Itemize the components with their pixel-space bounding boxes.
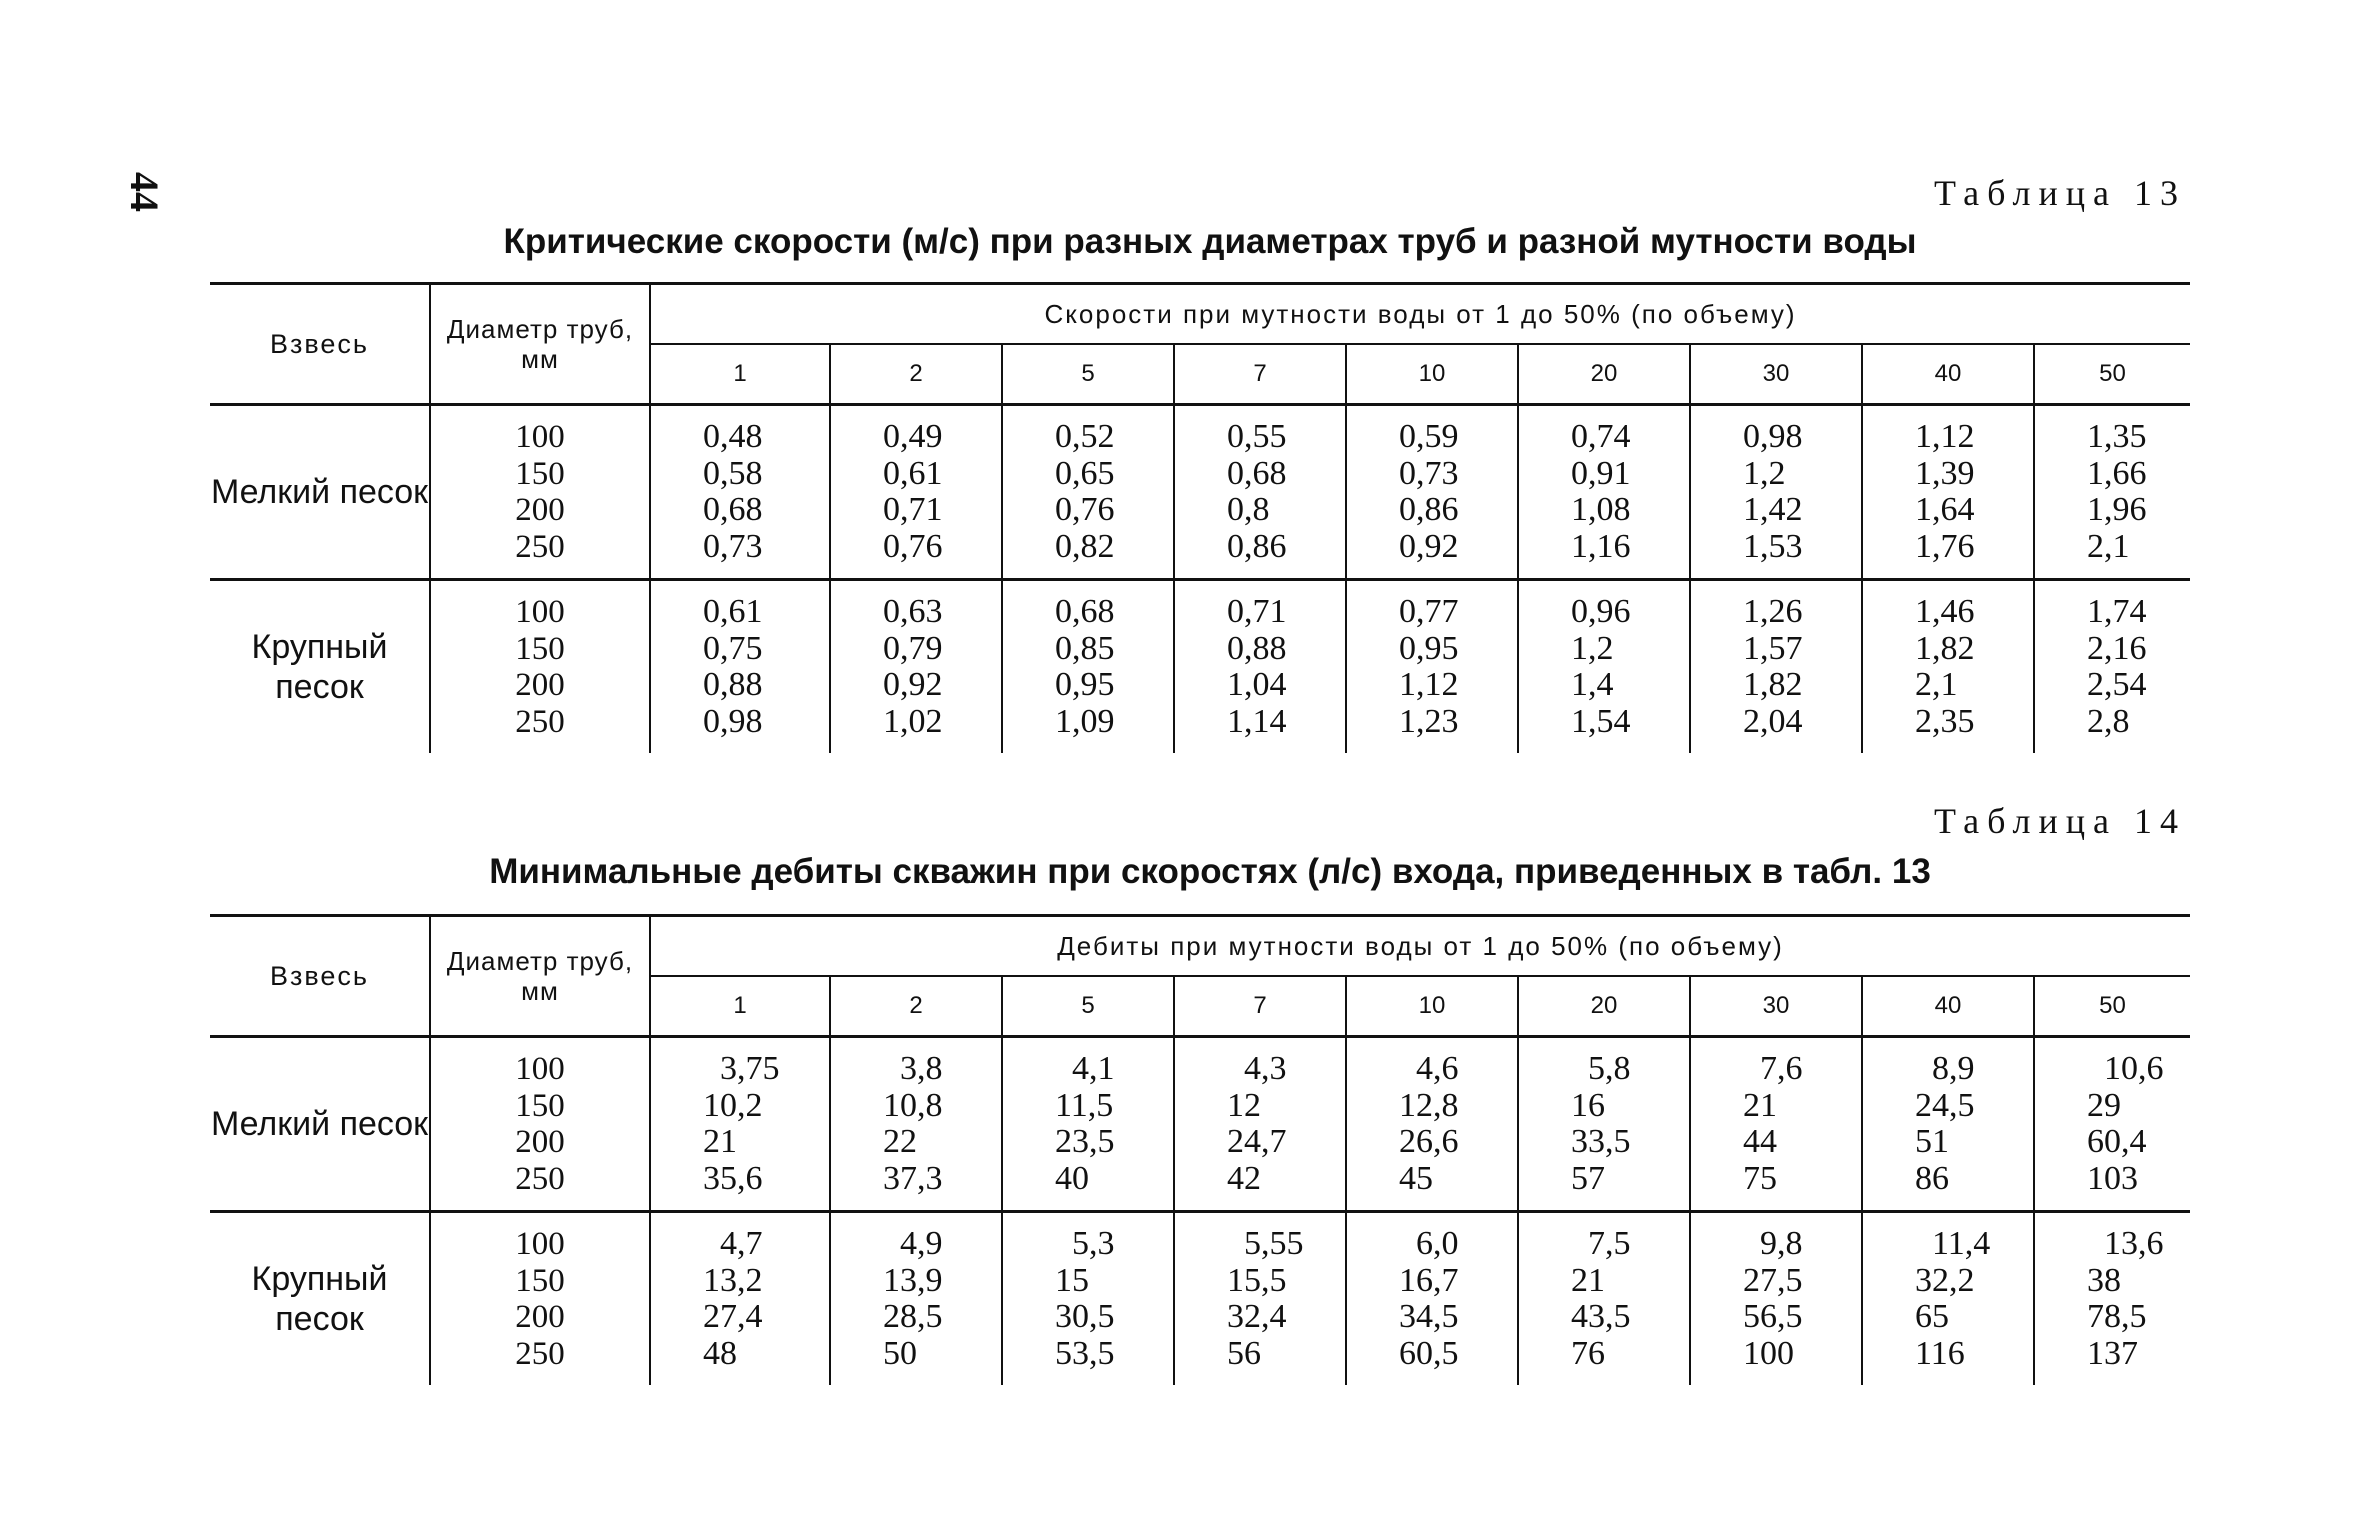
turbidity-col: 7 (1174, 344, 1346, 405)
value-cell: 0,68 0,85 0,95 1,09 (1002, 580, 1174, 754)
value-cell: 0,61 0,75 0,88 0,98 (650, 580, 830, 754)
value-cell: 1,46 1,82 2,1 2,35 (1862, 580, 2034, 754)
value-cell: 5,3 15 30,5 53,5 (1002, 1212, 1174, 1386)
diameter-cell: 100 150 200 250 (430, 580, 650, 754)
value-cell: 10,6 29 60,4 103 (2034, 1037, 2190, 1212)
value-cell: 8,9 24,5 51 86 (1862, 1037, 2034, 1212)
col-suspension-header: Взвесь (269, 328, 369, 359)
turbidity-col: 10 (1346, 344, 1518, 405)
value-cell: 3,8 10,8 22 37,3 (830, 1037, 1002, 1212)
value-cell: 4,7 13,2 27,4 48 (650, 1212, 830, 1386)
value-cell: 0,48 0,58 0,68 0,73 (650, 405, 830, 580)
table-row (210, 580, 2190, 754)
table-row (210, 1037, 2190, 1212)
suspension-label: Мелкий песок (210, 473, 429, 511)
value-cell: 0,59 0,73 0,86 0,92 (1346, 405, 1518, 580)
turbidity-col: 1 (650, 344, 830, 405)
value-cell: 1,35 1,66 1,96 2,1 (2034, 405, 2190, 580)
value-cell: 4,3 12 24,7 42 (1174, 1037, 1346, 1212)
turbidity-col: 2 (830, 976, 1002, 1037)
table13-number: Таблица 13 (1934, 173, 2186, 213)
value-cell: 0,74 0,91 1,08 1,16 (1518, 405, 1690, 580)
value-cell: 3,75 10,2 21 35,6 (650, 1037, 830, 1212)
turbidity-col: 20 (1518, 976, 1690, 1037)
suspension-label: Мелкий песок (210, 1105, 429, 1143)
value-cell: 5,8 16 33,5 57 (1518, 1037, 1690, 1212)
table13 (210, 282, 2190, 753)
suspension-label: Крупный песок (251, 628, 388, 706)
turbidity-col: 10 (1346, 976, 1518, 1037)
col-suspension-header: Взвесь (269, 960, 369, 991)
value-cell: 0,49 0,61 0,71 0,76 (830, 405, 1002, 580)
value-cell: 0,52 0,65 0,76 0,82 (1002, 405, 1174, 580)
turbidity-col: 5 (1002, 976, 1174, 1037)
value-cell: 1,26 1,57 1,82 2,04 (1690, 580, 1862, 754)
turbidity-col: 50 (2034, 344, 2190, 405)
value-cell: 11,4 32,2 65 116 (1862, 1212, 2034, 1386)
turbidity-col: 40 (1862, 344, 2034, 405)
turbidity-col: 7 (1174, 976, 1346, 1037)
diameter-cell: 100 150 200 250 (430, 405, 650, 580)
table14 (210, 914, 2190, 1385)
value-cell: 0,71 0,88 1,04 1,14 (1174, 580, 1346, 754)
col-diameter-header: Диаметр труб, мм (430, 916, 650, 1037)
diameter-cell: 100 150 200 250 (430, 1212, 650, 1386)
suspension-label: Крупный песок (251, 1260, 388, 1338)
diameter-cell: 100 150 200 250 (430, 1037, 650, 1212)
value-cell: 4,1 11,5 23,5 40 (1002, 1037, 1174, 1212)
value-cell: 5,55 15,5 32,4 56 (1174, 1212, 1346, 1386)
value-cell: 0,98 1,2 1,42 1,53 (1690, 405, 1862, 580)
table14-title: Минимальные дебиты скважин при скоростях (л/с) входа, приведенных в табл. 13 (489, 852, 1931, 891)
turbidity-col: 30 (1690, 344, 1862, 405)
value-cell: 4,6 12,8 26,6 45 (1346, 1037, 1518, 1212)
value-cell: 0,55 0,68 0,8 0,86 (1174, 405, 1346, 580)
turbidity-col: 1 (650, 976, 830, 1037)
turbidity-col: 30 (1690, 976, 1862, 1037)
value-cell: 1,74 2,16 2,54 2,8 (2034, 580, 2190, 754)
turbidity-group-header: Скорости при мутности воды от 1 до 50% (по объему) (650, 284, 2190, 345)
value-cell: 1,12 1,39 1,64 1,76 (1862, 405, 2034, 580)
table-row (210, 1212, 2190, 1386)
table14-number: Таблица 14 (1934, 801, 2186, 841)
value-cell: 4,9 13,9 28,5 50 (830, 1212, 1002, 1386)
value-cell: 7,6 21 44 75 (1690, 1037, 1862, 1212)
value-cell: 13,6 38 78,5 137 (2034, 1212, 2190, 1386)
table13-title: Критические скорости (м/с) при разных диаметрах труб и разной мутности воды (503, 222, 1917, 261)
turbidity-col: 2 (830, 344, 1002, 405)
table-row (210, 405, 2190, 580)
yield-group-header: Дебиты при мутности воды от 1 до 50% (по объему) (650, 916, 2190, 977)
turbidity-col: 5 (1002, 344, 1174, 405)
value-cell: 0,77 0,95 1,12 1,23 (1346, 580, 1518, 754)
turbidity-col: 50 (2034, 976, 2190, 1037)
value-cell: 9,8 27,5 56,5 100 (1690, 1212, 1862, 1386)
value-cell: 0,63 0,79 0,92 1,02 (830, 580, 1002, 754)
page-number: 44 (122, 172, 167, 212)
turbidity-col: 40 (1862, 976, 2034, 1037)
value-cell: 7,5 21 43,5 76 (1518, 1212, 1690, 1386)
value-cell: 0,96 1,2 1,4 1,54 (1518, 580, 1690, 754)
col-diameter-header: Диаметр труб, мм (430, 284, 650, 405)
value-cell: 6,0 16,7 34,5 60,5 (1346, 1212, 1518, 1386)
turbidity-col: 20 (1518, 344, 1690, 405)
